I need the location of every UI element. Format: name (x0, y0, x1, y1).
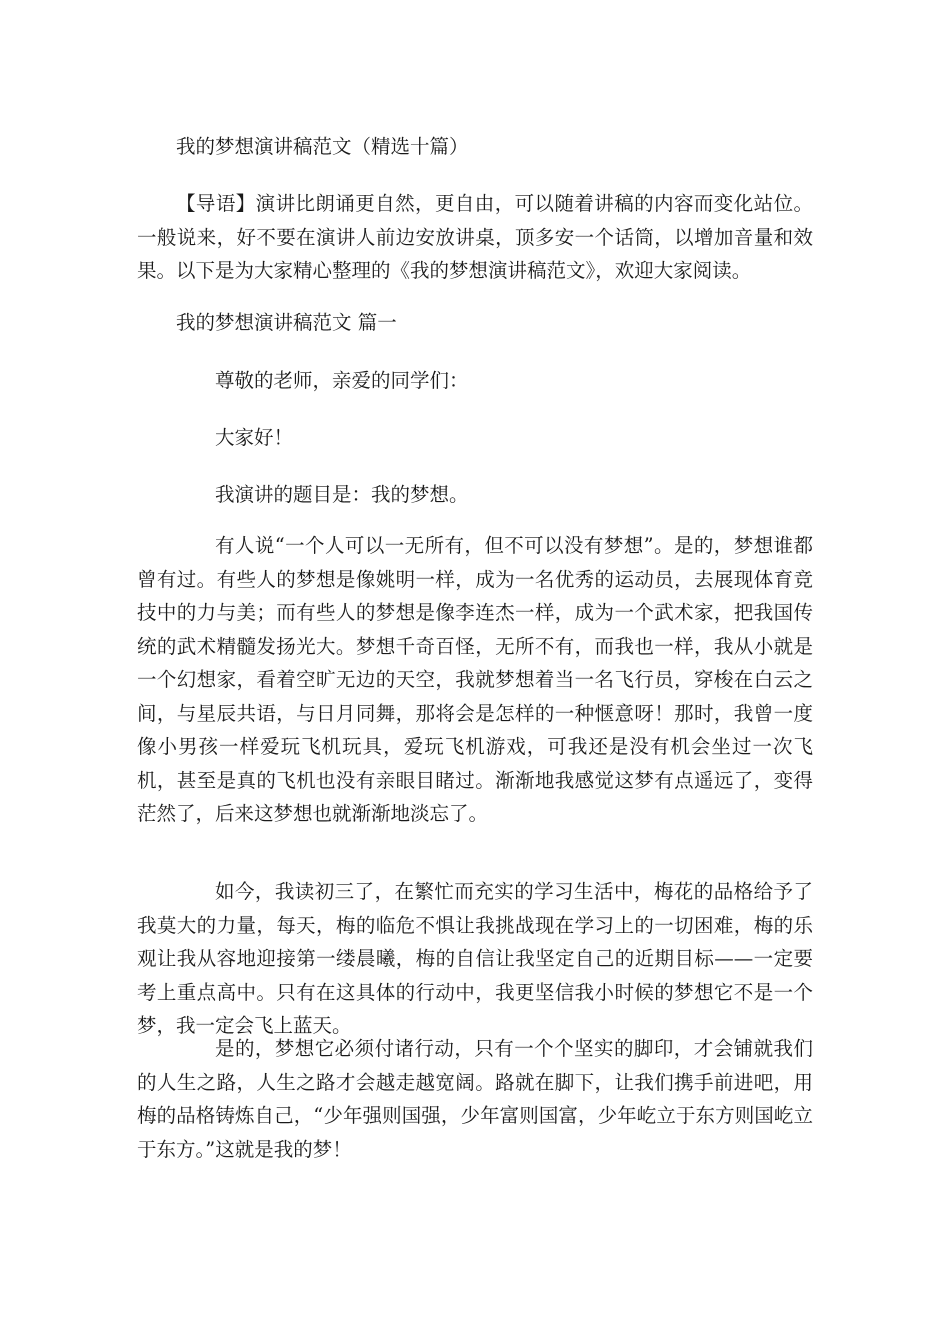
body-paragraph-2: 如今，我读初三了，在繁忙而充实的学习生活中，梅花的品格给予了我莫大的力量，每天，梅的临危不惧让我挑战现在学习上的一切困难，梅的乐观让我从容地迎接第一缕晨曦，梅的自信让我坚定自己的近期目标——一定要考上重点高中。只有在这具体的行动中，我更坚信我小时候的梦想它不是一个梦，我一定会飞上蓝天。 (137, 880, 813, 1037)
body-paragraph-3: 是的，梦想它必须付诸行动，只有一个个坚实的脚印，才会铺就我们的人生之路，人生之路才会越走越宽阔。路就在脚下，让我们携手前进吧，用梅的品格铸炼自己，“少年强则国强，少年富则国富，少年屹立于东方则国屹立于东方。”这就是我的梦！ (137, 1037, 813, 1161)
topic-paragraph: 我演讲的题目是：我的梦想。 (215, 483, 469, 506)
intro-paragraph: 【导语】演讲比朗诵更自然，更自由，可以随着讲稿的内容而变化站位。一般说来，好不要在演讲人前边安放讲桌，顶多安一个话筒，以增加音量和效果。以下是为大家精心整理的《我的梦想演讲稿范文》，欢迎大家阅读。 (137, 192, 813, 282)
section-heading: 我的梦想演讲稿范文 篇一 (176, 311, 397, 334)
greeting-paragraph: 大家好！ (215, 426, 294, 449)
body-paragraph-1: 有人说“一个人可以一无所有，但不可以没有梦想”。是的，梦想谁都曾有过。有些人的梦想是像姚明一样，成为一名优秀的运动员，去展现体育竞技中的力与美；而有些人的梦想是像李连杰一样，成为一个武术家，把我国传统的武术精髓发扬光大。梦想千奇百怪，无所不有，而我也一样，我从小就是一个幻想家，看着空旷无边的天空，我就梦想着当一名飞行员，穿梭在白云之间，与星辰共语，与日月同舞，那将会是怎样的一种惬意呀！那时，我曾一度像小男孩一样爱玩飞机玩具，爱玩飞机游戏，可我还是没有机会坐过一次飞机，甚至是真的飞机也没有亲眼目睹过。渐渐地我感觉这梦有点遥远了，变得茫然了，后来这梦想也就渐渐地淡忘了。 (137, 534, 813, 825)
document-title: 我的梦想演讲稿范文（精选十篇） (176, 135, 469, 158)
salutation-paragraph: 尊敬的老师，亲爱的同学们： (215, 369, 469, 392)
